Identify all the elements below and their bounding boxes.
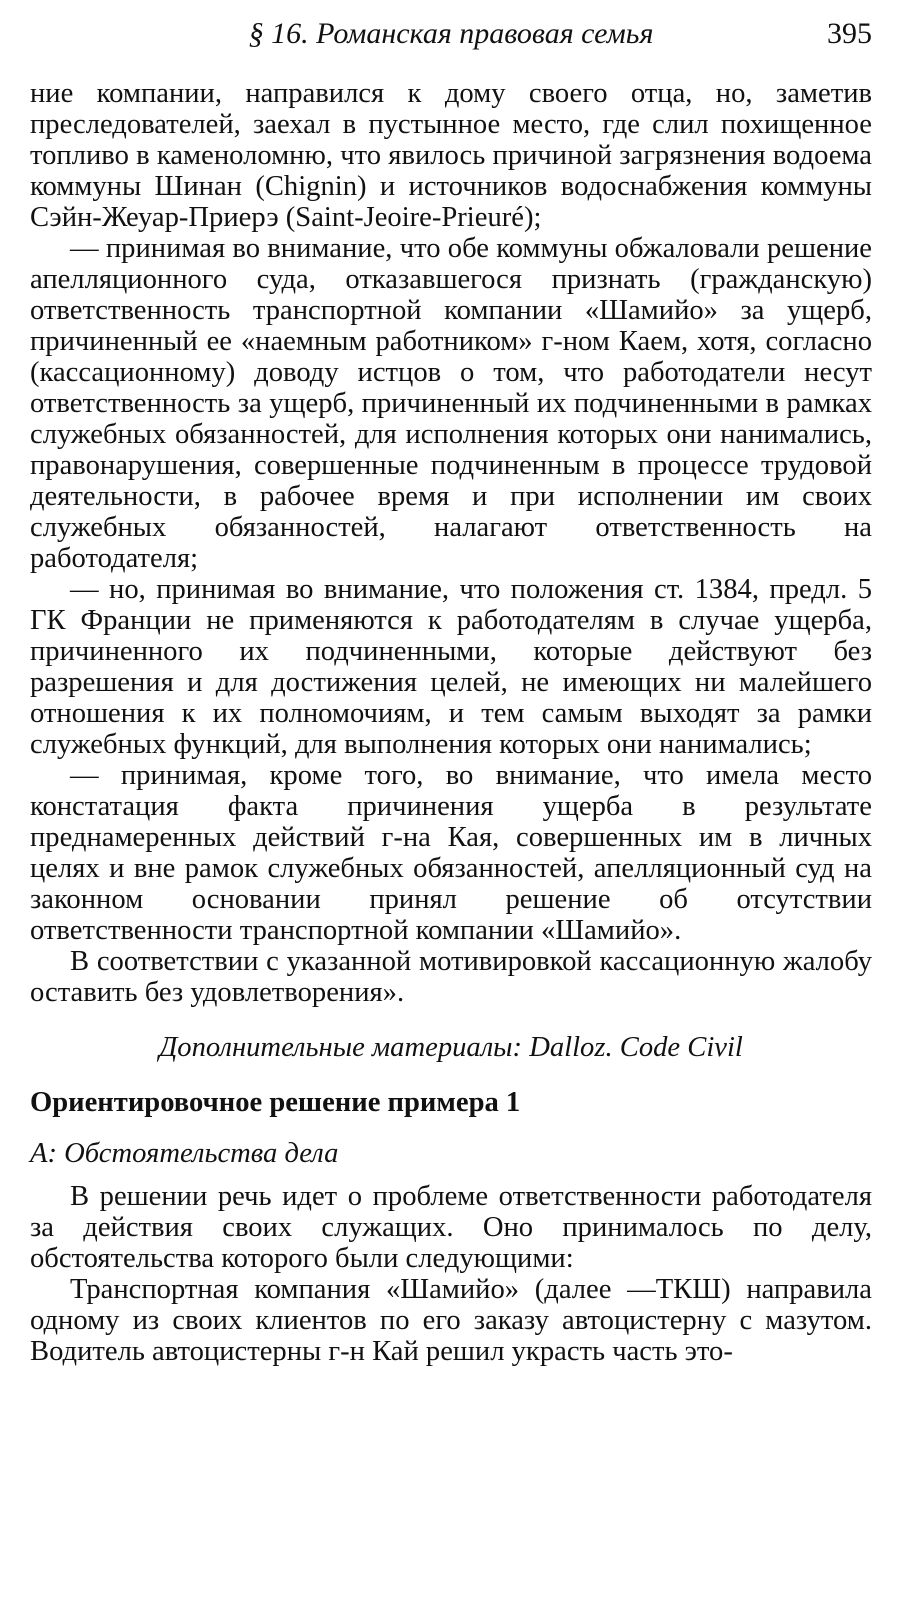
continued-paragraph: ние компании, направился к дому своего отца, но, заметив преследователей, заехал в пустынное место, где слил похищенное топливо в каменоломню, что явилось причиной загрязнения водоема коммуны Шинан (Chignin) и источников водоснабжения коммуны Сэйн-Жеуар-Приерэ (Saint-Jeoire-Prieuré); xyxy=(30,78,872,233)
ruling-paragraph: — но, принимая во внимание, что положения ст. 1384, предл. 5 ГК Франции не применяются к работодателям в случае ущерба, причиненного их подчиненными, которые действуют без разрешения и для достижения целей, не имеющих ни малейшего отношения к их полномочиям, и тем самым выходят за рамки служебных функций, для выполнения которых они нанимались; xyxy=(30,574,872,760)
additional-materials: Дополнительные материалы: Dalloz. Code Civil xyxy=(159,1032,743,1063)
document-page xyxy=(30,14,872,1574)
document-body xyxy=(30,78,872,1367)
case-circumstances-heading: А: Обстоятельства дела xyxy=(30,1138,339,1169)
ruling-paragraph: — принимая, кроме того, во внимание, что имела место констатация факта причинения ущерба в результате преднамеренных действий г-на Кая, совершенных им в личных целях и вне рамок служебных обязанностей, апелляционный суд на законном основании принял решение об отсутствии ответственности транспортной компании «Шамийо». xyxy=(30,760,872,946)
running-header xyxy=(30,14,872,54)
chapter-title: § 16. Романская правовая семья xyxy=(248,17,654,50)
page-number: 395 xyxy=(827,17,872,50)
ruling-paragraph: — принимая во внимание, что обе коммуны обжаловали решение апелляционного суда, отказавшегося признать (гражданскую) ответственность транспортной компании «Шамийо» за ущерб, причиненный ее «наемным работником» г-ном Каем, хотя, согласно (кассационному) доводу истцов о том, что работодатели несут ответственность за ущерб, причиненный их подчиненными в рамках служебных обязанностей, для исполнения которых они нанимались, правонарушения, совершенные подчиненным в процессе трудовой деятельности, в рабочее время и при исполнении им своих служебных обязанностей, налагают ответственность на работодателя; xyxy=(30,233,872,574)
section-heading: Ориентировочное решение примера 1 xyxy=(30,1087,521,1118)
solution-paragraph: Транспортная компания «Шамийо» (далее —ТКШ) направила одному из своих клиентов по его заказу автоцистерну с мазутом. Водитель автоцистерны г-н Кай решил украсть часть это- xyxy=(30,1274,872,1367)
decision-paragraph: В соответствии с указанной мотивировкой кассационную жалобу оставить без удовлетворения». xyxy=(30,946,872,1008)
solution-paragraph: В решении речь идет о проблеме ответственности работодателя за действия своих служащих. Оно принималось по делу, обстоятельства которого были следующими: xyxy=(30,1181,872,1274)
